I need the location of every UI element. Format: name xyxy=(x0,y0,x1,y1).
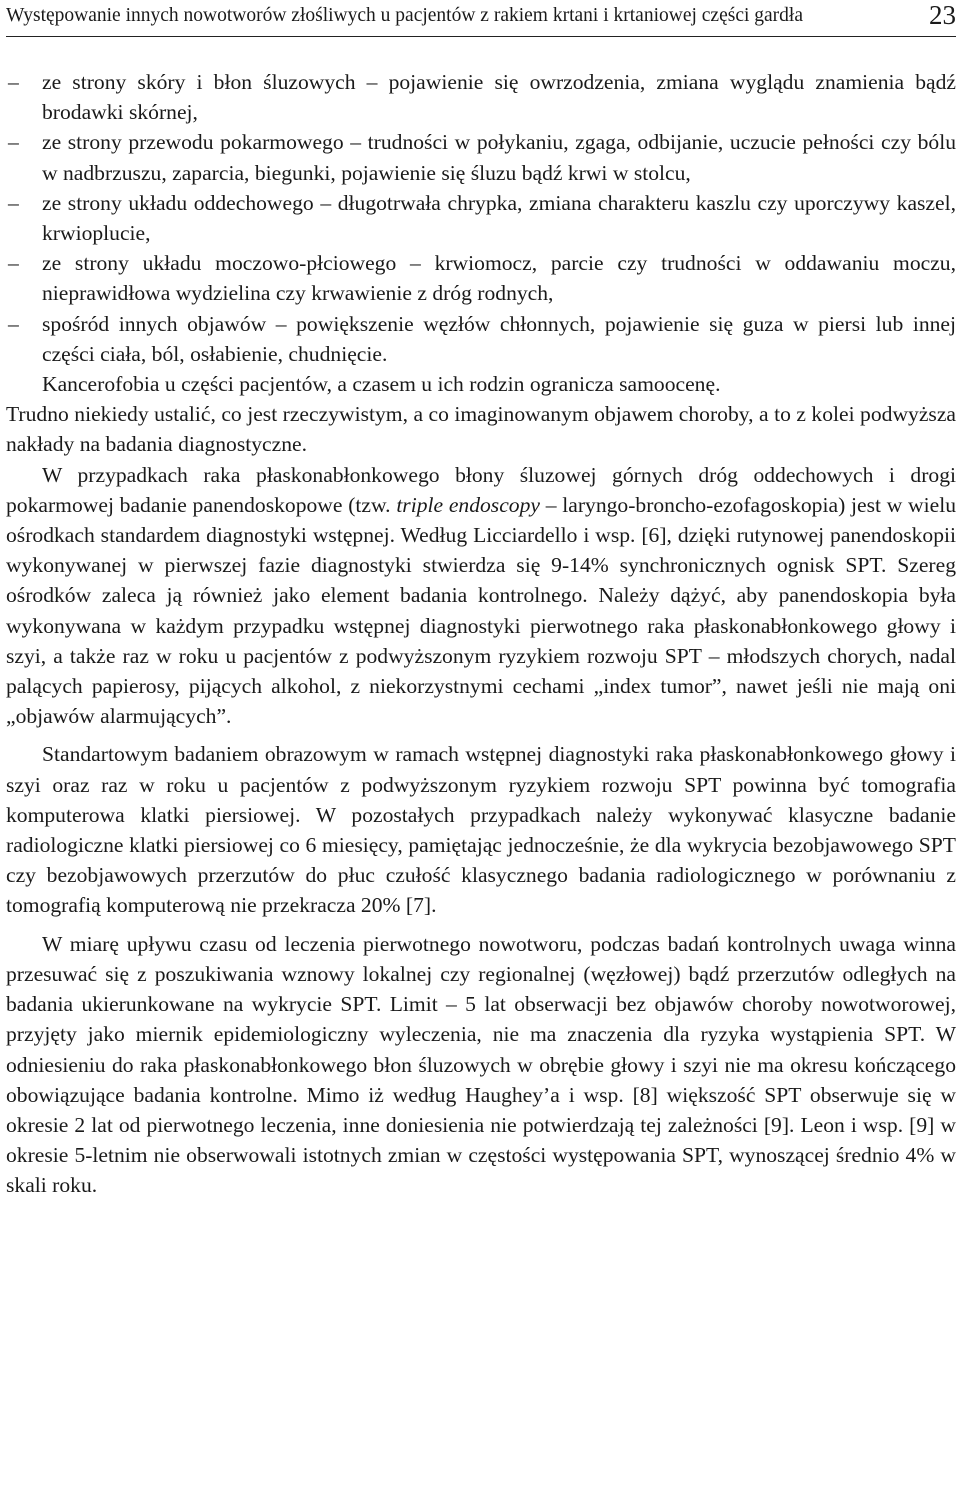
paragraph-panendoscopy-start: W przypadkach raka płaskonabłonkowego błony śluzowej górnych dróg oddechowych i drogi pokarmowej badanie panendoskopowe (tzw. xyxy=(6,462,956,517)
paragraph-follow-up: W miarę upływu czasu od leczenia pierwotnego nowotworu, podczas badań kontrolnych uwaga winna przesuwać się z poszukiwania wznowy lokalnej czy regionalnej (węzłowej) bądź przerzutów odległych na badania ukierunkowane na wykrycie SPT. Limit – 5 lat obserwacji bez objawów choroby nowotworowej, przyjęty jako miernik epidemiologiczny wyleczenia, nie ma znaczenia dla ryzyka wystąpienia SPT. W odniesieniu do raka płaskonabłonkowego błon śluzowych w obrębie głowy i szyi nie ma okresu kończącego obowiązujące badania kontrolne. Mimo iż według Haughey’a i wsp. [8] większość SPT obserwuje się w okresie 2 lat od pierwotnego leczenia, inne doniesienia nie potwierdzają tej zależności [9]. Leon i wsp. [9] w okresie 5-letnim nie obserwowali istotnych zmian w częstości występowania SPT, wynoszącej średnio 4% w skali roku. xyxy=(6,931,956,1198)
body-text xyxy=(6,67,956,1201)
list-item xyxy=(6,67,956,127)
list-item xyxy=(6,127,956,187)
triple-endoscopy-term: triple endoscopy xyxy=(396,492,540,517)
list-dash: – xyxy=(8,70,19,94)
paragraph-imaging: Standartowym badaniem obrazowym w ramach wstępnej diagnostyki raka płaskonabłonkowego głowy i szyi oraz raz w roku u pacjentów z podwyższonym ryzykiem rozwoju SPT powinna być tomografia komputerowa klatki piersiowej. W pozostałych przypadkach należy wykonywać klasyczne badanie radiologiczne klatki piersiowej co 6 miesięcy, pamiętając jednocześnie, że dla wykrycia bezobjawowego SPT czy bezobjawowych przerzutów do płuc czułość klasycznego badania radiologicznego w porównaniu z tomografią komputerową nie przekracza 20% [7]. xyxy=(6,742,956,918)
list-dash: – xyxy=(8,130,19,155)
list-item-text: ze strony przewodu pokarmowego – trudności w połykaniu, zgaga, odbijanie, uczucie pełności czy bólu w nadbrzuszu, zaparcia, biegunki, pojawienie się śluzu bądź krwi w stolcu, xyxy=(42,130,956,185)
list-item-text: spośród innych objawów – powiększenie węzłów chłonnych, pojawienie się guza w piersi lub innej części ciała, ból, osłabienie, chudnięcie. xyxy=(42,311,956,366)
list-dash: – xyxy=(8,190,19,215)
running-header xyxy=(6,0,956,37)
document-page xyxy=(6,0,956,1201)
list-item-text: ze strony układu moczowo-płciowego – krwiomocz, parcie czy trudności w oddawaniu moczu, nieprawidłowa wydzielina czy krwawienie z dróg rodnych, xyxy=(42,251,956,306)
list-item xyxy=(6,309,956,369)
list-item-text: ze strony skóry i błon śluzowych – pojawienie się owrzodzenia, zmiana wyglądu znamienia bądź brodawki skórnej, xyxy=(42,70,956,125)
list-item xyxy=(6,248,956,308)
running-header-title: Występowanie innych nowotworów złośliwych u pacjentów z rakiem krtani i krtaniowej części gardła xyxy=(6,5,803,26)
list-item-text: ze strony układu oddechowego – długotrwała chrypka, zmiana charakteru kaszlu czy uporczywy kaszel, krwioplucie, xyxy=(42,190,956,246)
paragraph-diagnostic-costs: Trudno niekiedy ustalić, co jest rzeczywistym, a co imaginowanym objawem choroby, a to z kolei podwyższa nakłady na badania diagnostyczne. xyxy=(6,402,956,457)
paragraph-panendoscopy-rest: – laryngo-broncho-ezofagoskopia) jest w wielu ośrodkach standardem diagnostyki wstępnej. Według Licciardello i wsp. [6], dzięki rutynowej panendoskopii wykonywanej w pierwszej fazie diagnostyki stwierdza się 9-14% synchronicznych ognisk SPT. Szereg ośrodków zaleca ją również jako element badania kontrolnego. Należy dążyć, aby panendoskopia była wykonywana w każdym przypadku wstępnej diagnostyki pierwotnego raka płaskonabłonkowego głowy i szyi, a także raz w roku u pacjentów z podwyższonym ryzykiem rozwoju SPT – młodszych chorych, nadal palących papierosy, pijących alkohol, z niekorzystnymi cechami „index tumor”, nawet jeśli nie mają oni „objawów alarmujących”. xyxy=(6,492,957,729)
list-item xyxy=(6,188,956,248)
page-number: 23 xyxy=(929,0,956,30)
paragraph-kancerofobia: Kancerofobia u części pacjentów, a czasem u ich rodzin ogranicza samoocenę. xyxy=(42,372,721,397)
list-dash: – xyxy=(8,311,19,336)
paragraph-panendoscopy xyxy=(6,460,956,732)
symptom-list xyxy=(6,67,956,369)
list-dash: – xyxy=(8,251,19,276)
